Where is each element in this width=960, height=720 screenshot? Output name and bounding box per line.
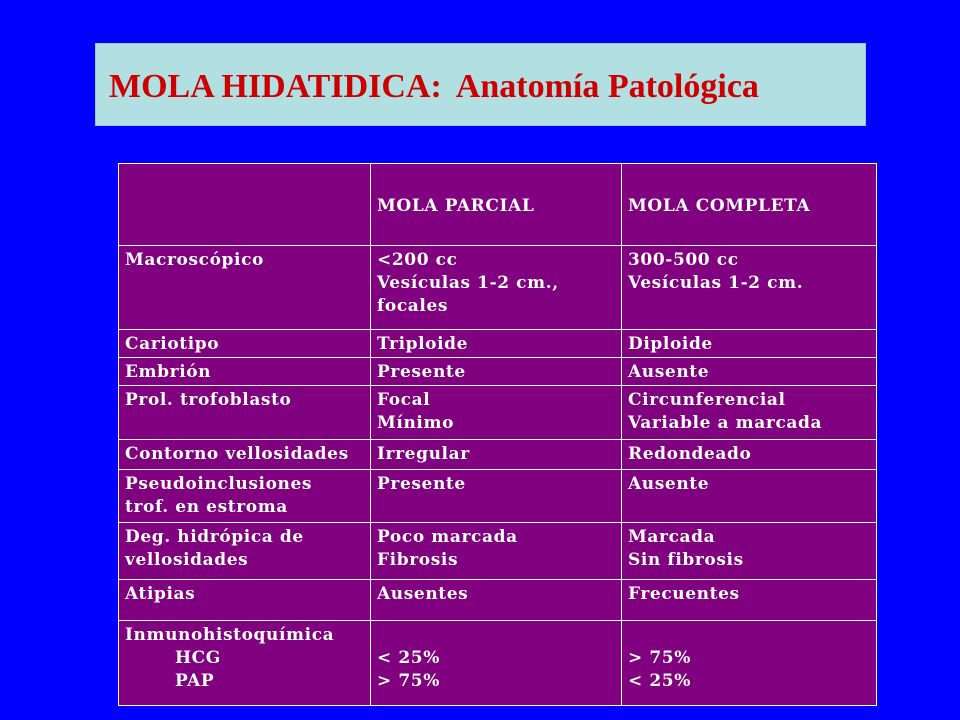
row-label: Contorno vellosidades xyxy=(119,440,371,470)
parcial-cell xyxy=(371,621,622,706)
row-label xyxy=(119,523,371,580)
title-sub: Anatomía Patológica xyxy=(455,68,759,105)
row-label: Cariotipo xyxy=(119,330,371,358)
cell-line: HCG xyxy=(175,648,221,668)
table-row xyxy=(119,246,877,330)
parcial-cell: Irregular xyxy=(371,440,622,470)
table-row xyxy=(119,330,877,358)
cell-line: Focal xyxy=(377,390,431,410)
cell-line: < 25% xyxy=(377,648,440,668)
completa-cell: Diploide xyxy=(622,330,877,358)
parcial-cell xyxy=(371,246,622,330)
completa-cell: Ausente xyxy=(622,358,877,386)
row-label xyxy=(119,470,371,523)
cell-line: Mínimo xyxy=(377,413,455,433)
cell-line xyxy=(377,624,615,647)
table-row xyxy=(119,523,877,580)
cell-line: Marcada xyxy=(628,527,716,547)
parcial-cell: Presente xyxy=(371,358,622,386)
cell-line: Deg. hidrópica de xyxy=(125,527,304,547)
cell-line: Pseudoinclusiones xyxy=(125,474,313,494)
table-header-row xyxy=(119,164,877,246)
cell-line: Poco marcada xyxy=(377,527,518,547)
header-empty-cell xyxy=(119,164,371,246)
table-row xyxy=(119,580,877,621)
page-title xyxy=(109,68,759,106)
header-mola-completa: MOLA COMPLETA xyxy=(622,164,877,246)
cell-line: Vesículas 1-2 cm. xyxy=(628,273,804,293)
row-label: Prol. trofoblasto xyxy=(119,386,371,440)
title-main: MOLA HIDATIDICA: xyxy=(109,68,442,105)
row-label: Atipias xyxy=(119,580,371,621)
completa-cell: Ausente xyxy=(622,470,877,523)
header-mola-parcial: MOLA PARCIAL xyxy=(371,164,622,246)
completa-cell xyxy=(622,621,877,706)
completa-cell xyxy=(622,386,877,440)
cell-line: Variable a marcada xyxy=(628,413,823,433)
cell-line: < 25% xyxy=(628,671,691,691)
table-row xyxy=(119,470,877,523)
cell-line: > 75% xyxy=(628,648,691,668)
cell-line: Sin fibrosis xyxy=(628,550,744,570)
cell-line xyxy=(628,624,870,647)
cell-line: Circunferencial xyxy=(628,390,786,410)
cell-line: Inmunohistoquímica xyxy=(125,625,335,645)
title-box xyxy=(95,43,866,126)
parcial-cell xyxy=(371,523,622,580)
completa-cell: Frecuentes xyxy=(622,580,877,621)
cell-line: 300-500 cc xyxy=(628,250,739,270)
cell-line: Fibrosis xyxy=(377,550,459,570)
cell-line: <200 cc xyxy=(377,250,458,270)
cell-line: trof. en estroma xyxy=(125,497,288,517)
parcial-cell: Triploide xyxy=(371,330,622,358)
cell-line: Vesículas 1-2 cm., xyxy=(377,273,559,293)
row-label: Macroscópico xyxy=(119,246,371,330)
table-row xyxy=(119,440,877,470)
cell-line: PAP xyxy=(175,671,215,691)
table-row xyxy=(119,621,877,706)
table-row xyxy=(119,386,877,440)
completa-cell: Redondeado xyxy=(622,440,877,470)
comparison-table xyxy=(118,163,877,706)
cell-line: vellosidades xyxy=(125,550,249,570)
completa-cell xyxy=(622,246,877,330)
row-label: Embrión xyxy=(119,358,371,386)
cell-line: > 75% xyxy=(377,671,440,691)
cell-line: focales xyxy=(377,296,449,316)
parcial-cell xyxy=(371,386,622,440)
parcial-cell: Ausentes xyxy=(371,580,622,621)
table-row xyxy=(119,358,877,386)
row-label xyxy=(119,621,371,706)
completa-cell xyxy=(622,523,877,580)
parcial-cell: Presente xyxy=(371,470,622,523)
